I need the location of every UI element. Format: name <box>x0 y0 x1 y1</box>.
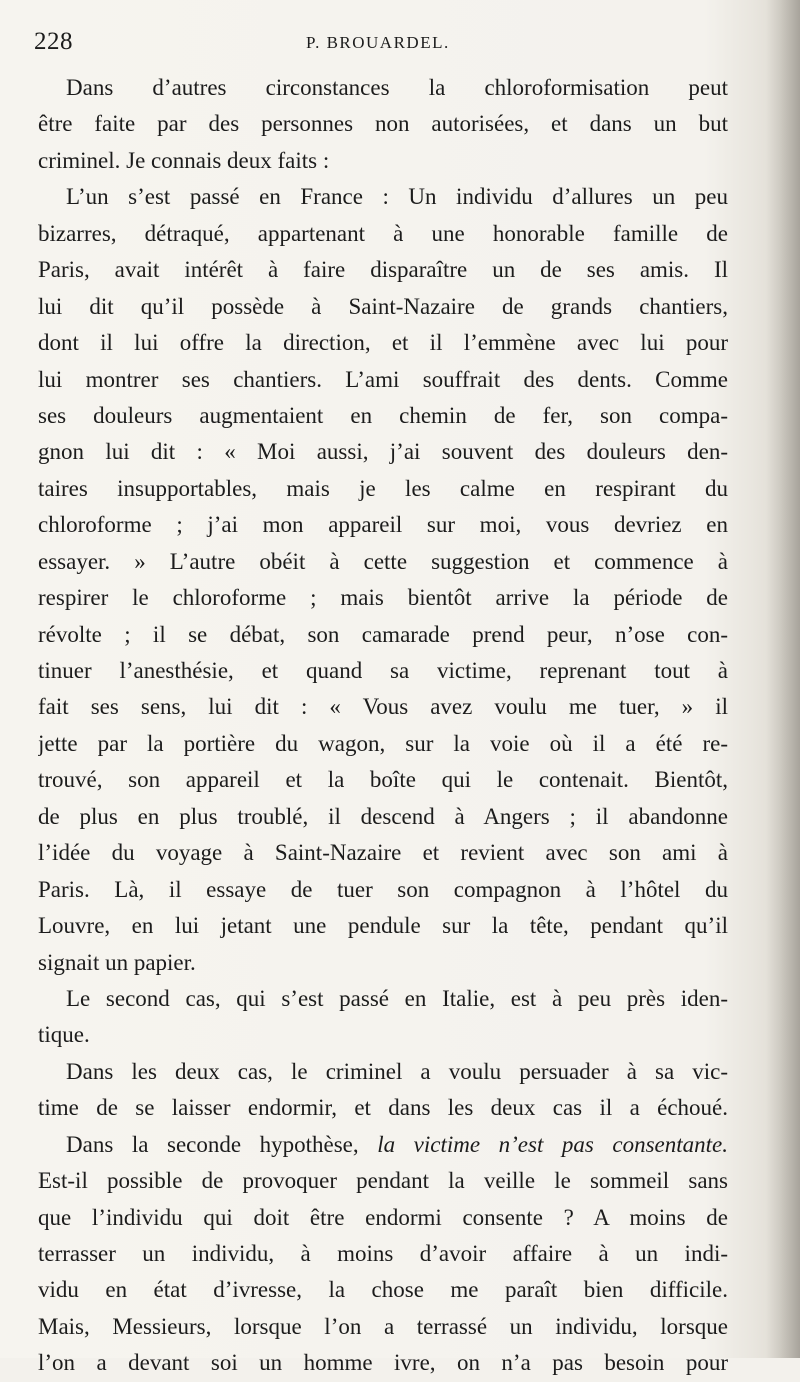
text-line: time de se laisser endormir, et dans les deux cas il a échoué. <box>38 1095 728 1121</box>
text-line: trouvé, son appareil et la boîte qui le contenait. Bientôt, <box>38 767 728 793</box>
text-line: Paris, avait intérêt à faire disparaître un de ses amis. Il <box>38 257 728 283</box>
text-line: taires insupportables, mais je les calme en respirant du <box>38 475 728 501</box>
text-line: Paris. Là, il essaye de tuer son compagnon à l’hôtel du <box>38 876 728 902</box>
text-line: terrasser un individu, à moins d’avoir affaire à un indi- <box>38 1241 728 1266</box>
text-line: de plus en plus troublé, il descend à Angers ; il abandonne <box>38 803 728 829</box>
text-line: vidu en état d’ivresse, la chose me paraît bien difficile. <box>38 1277 728 1303</box>
running-head: P. BROUARDEL. <box>306 33 450 52</box>
text-line: dont il lui offre la direction, et il l’emmène avec lui pour <box>38 330 728 356</box>
text-line: respirer le chloroforme ; mais bientôt arrive la période de <box>38 585 728 611</box>
page-binding-shadow <box>766 0 800 1358</box>
text-line: Dans d’autres circonstances la chloroformisation peut <box>66 75 728 100</box>
text-line: gnon lui dit : « Moi aussi, j’ai souvent des douleurs den- <box>38 439 728 465</box>
text-line: essayer. » L’autre obéit à cette suggestion et commence à <box>38 548 728 574</box>
text-line: révolte ; il se débat, son camarade prend peur, n’ose con- <box>38 621 728 647</box>
text-line: tinuer l’anesthésie, et quand sa victime, reprenant tout à <box>38 658 728 683</box>
text-line <box>38 1127 728 1163</box>
text-line: Le second cas, qui s’est passé en Italie, est à peu près iden- <box>66 985 728 1011</box>
text-line: criminel. Je connais deux faits : <box>38 147 330 173</box>
text-line: l’on a devant soi un homme ivre, on n’a pas besoin pour <box>38 1350 728 1376</box>
text-line: lui montrer ses chantiers. L’ami souffrait des dents. Comme <box>38 366 728 392</box>
text-line: l’idée du voyage à Saint-Nazaire et revient avec son ami à <box>38 840 728 866</box>
text-line: lui dit qu’il possède à Saint-Nazaire de grands chantiers, <box>38 293 728 319</box>
text-line: tique. <box>38 1022 90 1048</box>
text-line: Dans les deux cas, le criminel a voulu persuader à sa vic- <box>66 1058 728 1084</box>
page-header <box>34 28 734 62</box>
text-line: ses douleurs augmentaient en chemin de fer, son compa- <box>38 402 728 428</box>
text-line: Mais, Messieurs, lorsque l’on a terrassé un individu, lorsque <box>38 1313 728 1339</box>
text-line: fait ses sens, lui dit : « Vous avez voulu me tuer, » il <box>38 694 728 720</box>
text-line: bizarres, détraqué, appartenant à une honorable famille de <box>38 220 728 246</box>
text-line: chloroforme ; j’ai mon appareil sur moi, vous devriez en <box>38 512 728 538</box>
page-number: 228 <box>34 28 73 55</box>
body-text <box>38 70 728 1382</box>
text-line: L’un s’est passé en France : Un individu d’allures un peu <box>66 184 728 210</box>
text-line: que l’individu qui doit être endormi consente ? A moins de <box>38 1204 728 1230</box>
text-line: jette par la portière du wagon, sur la voie où il a été re- <box>38 730 728 756</box>
text-line-roman: Dans la seconde hypothèse, <box>66 1131 378 1157</box>
text-line: être faite par des personnes non autorisées, et dans un but <box>38 111 728 137</box>
text-line: Louvre, en lui jetant une pendule sur la tête, pendant qu’il <box>38 913 728 939</box>
text-line: signait un papier. <box>38 949 196 975</box>
text-line: Est-il possible de provoquer pendant la veille le sommeil sans <box>38 1168 728 1194</box>
text-line-italic: la victime n’est pas consentante. <box>377 1131 728 1157</box>
